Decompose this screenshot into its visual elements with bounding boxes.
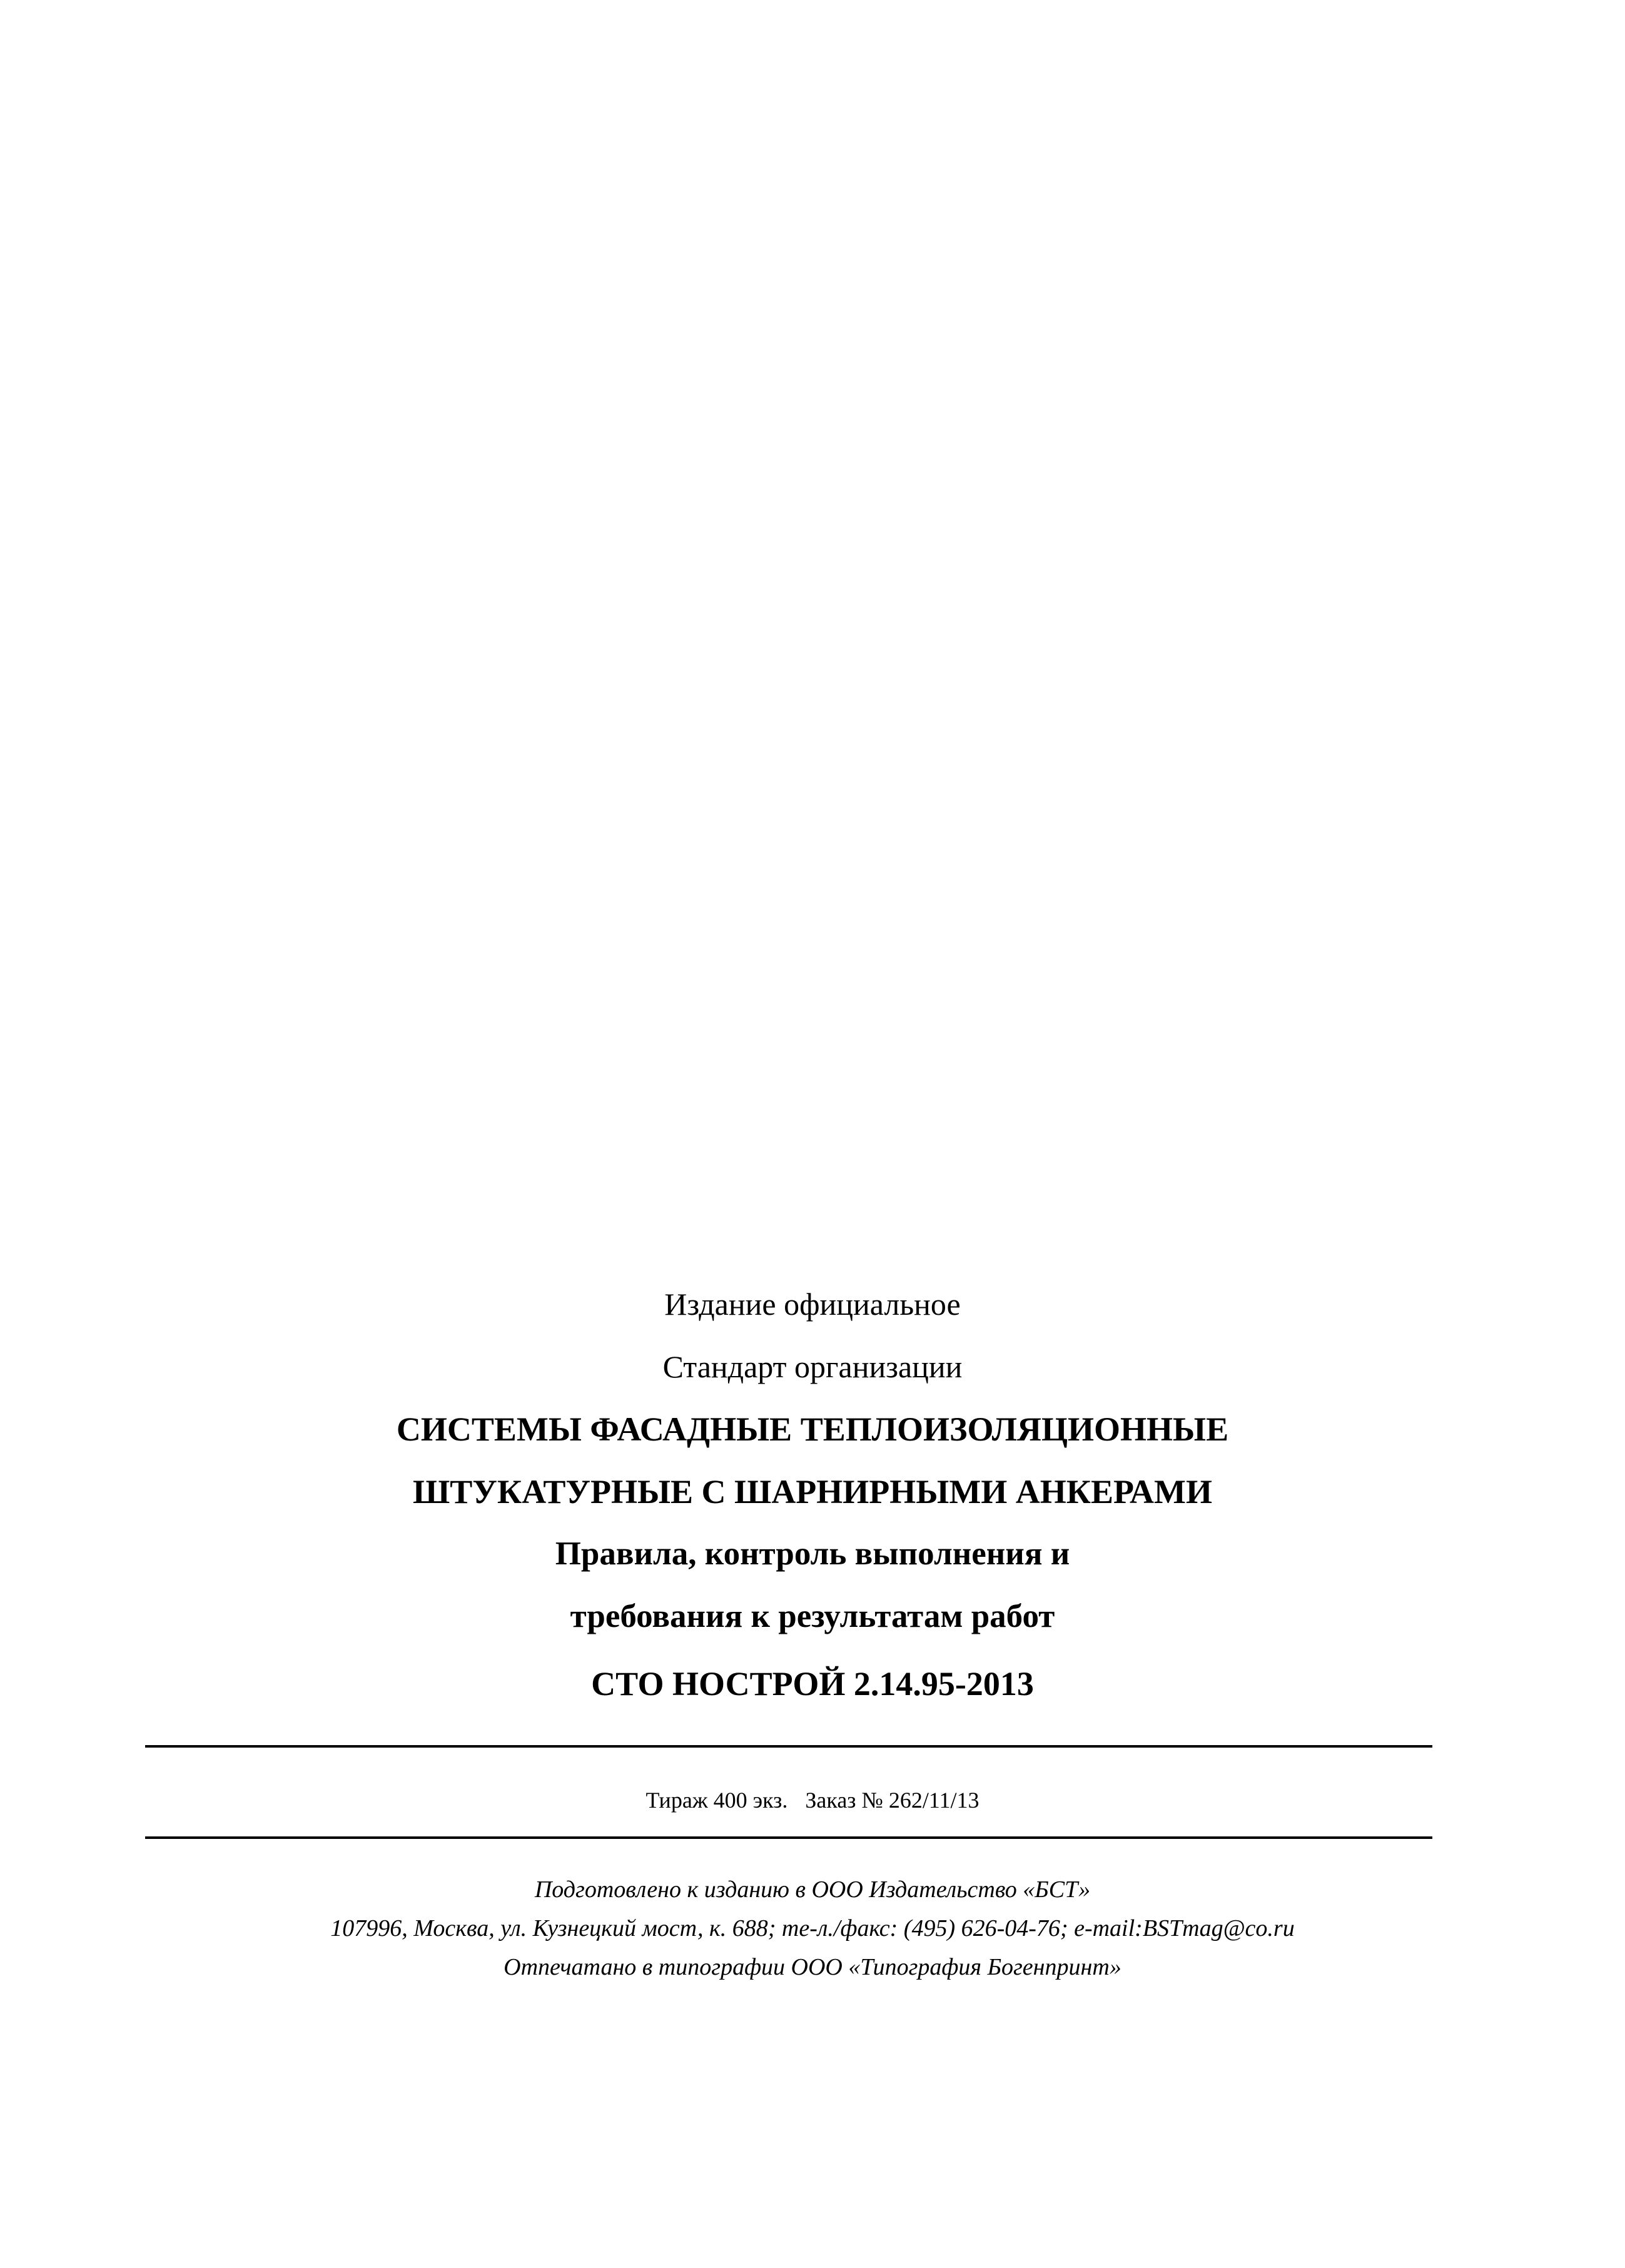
- publisher-address: 107996, Москва, ул. Кузнецкий мост, к. 688; те-л./факс: (495) 626-04-76; e-mail:BSTmag@co.ru: [330, 1915, 1295, 1941]
- top-divider: [145, 1745, 1432, 1748]
- document-type: Стандарт организации: [662, 1349, 963, 1384]
- printed-by: Отпечатано в типографии ООО «Типография Богенпринт»: [504, 1954, 1121, 1980]
- standard-code: СТО НОСТРОЙ 2.14.95-2013: [591, 1665, 1034, 1703]
- title-line-2: ШТУКАТУРНЫЕ С ШАРНИРНЫМИ АНКЕРАМИ: [412, 1473, 1213, 1511]
- prepared-by: Подготовлено к изданию в ООО Издательство «БСТ»: [534, 1876, 1091, 1903]
- subtitle-line-2: требования к результатам работ: [570, 1598, 1055, 1634]
- circulation-info: [0, 1789, 1625, 1811]
- order-number: Заказ № 262/11/13: [805, 1788, 980, 1813]
- subtitle-line-1: Правила, контроль выполнения и: [555, 1536, 1070, 1572]
- edition-label: Издание официальное: [664, 1287, 961, 1322]
- title-line-1: СИСТЕМЫ ФАСАДНЫЕ ТЕПЛОИЗОЛЯЦИОННЫЕ: [396, 1410, 1229, 1448]
- print-run: Тираж 400 экз.: [645, 1788, 788, 1813]
- bottom-divider: [145, 1836, 1432, 1839]
